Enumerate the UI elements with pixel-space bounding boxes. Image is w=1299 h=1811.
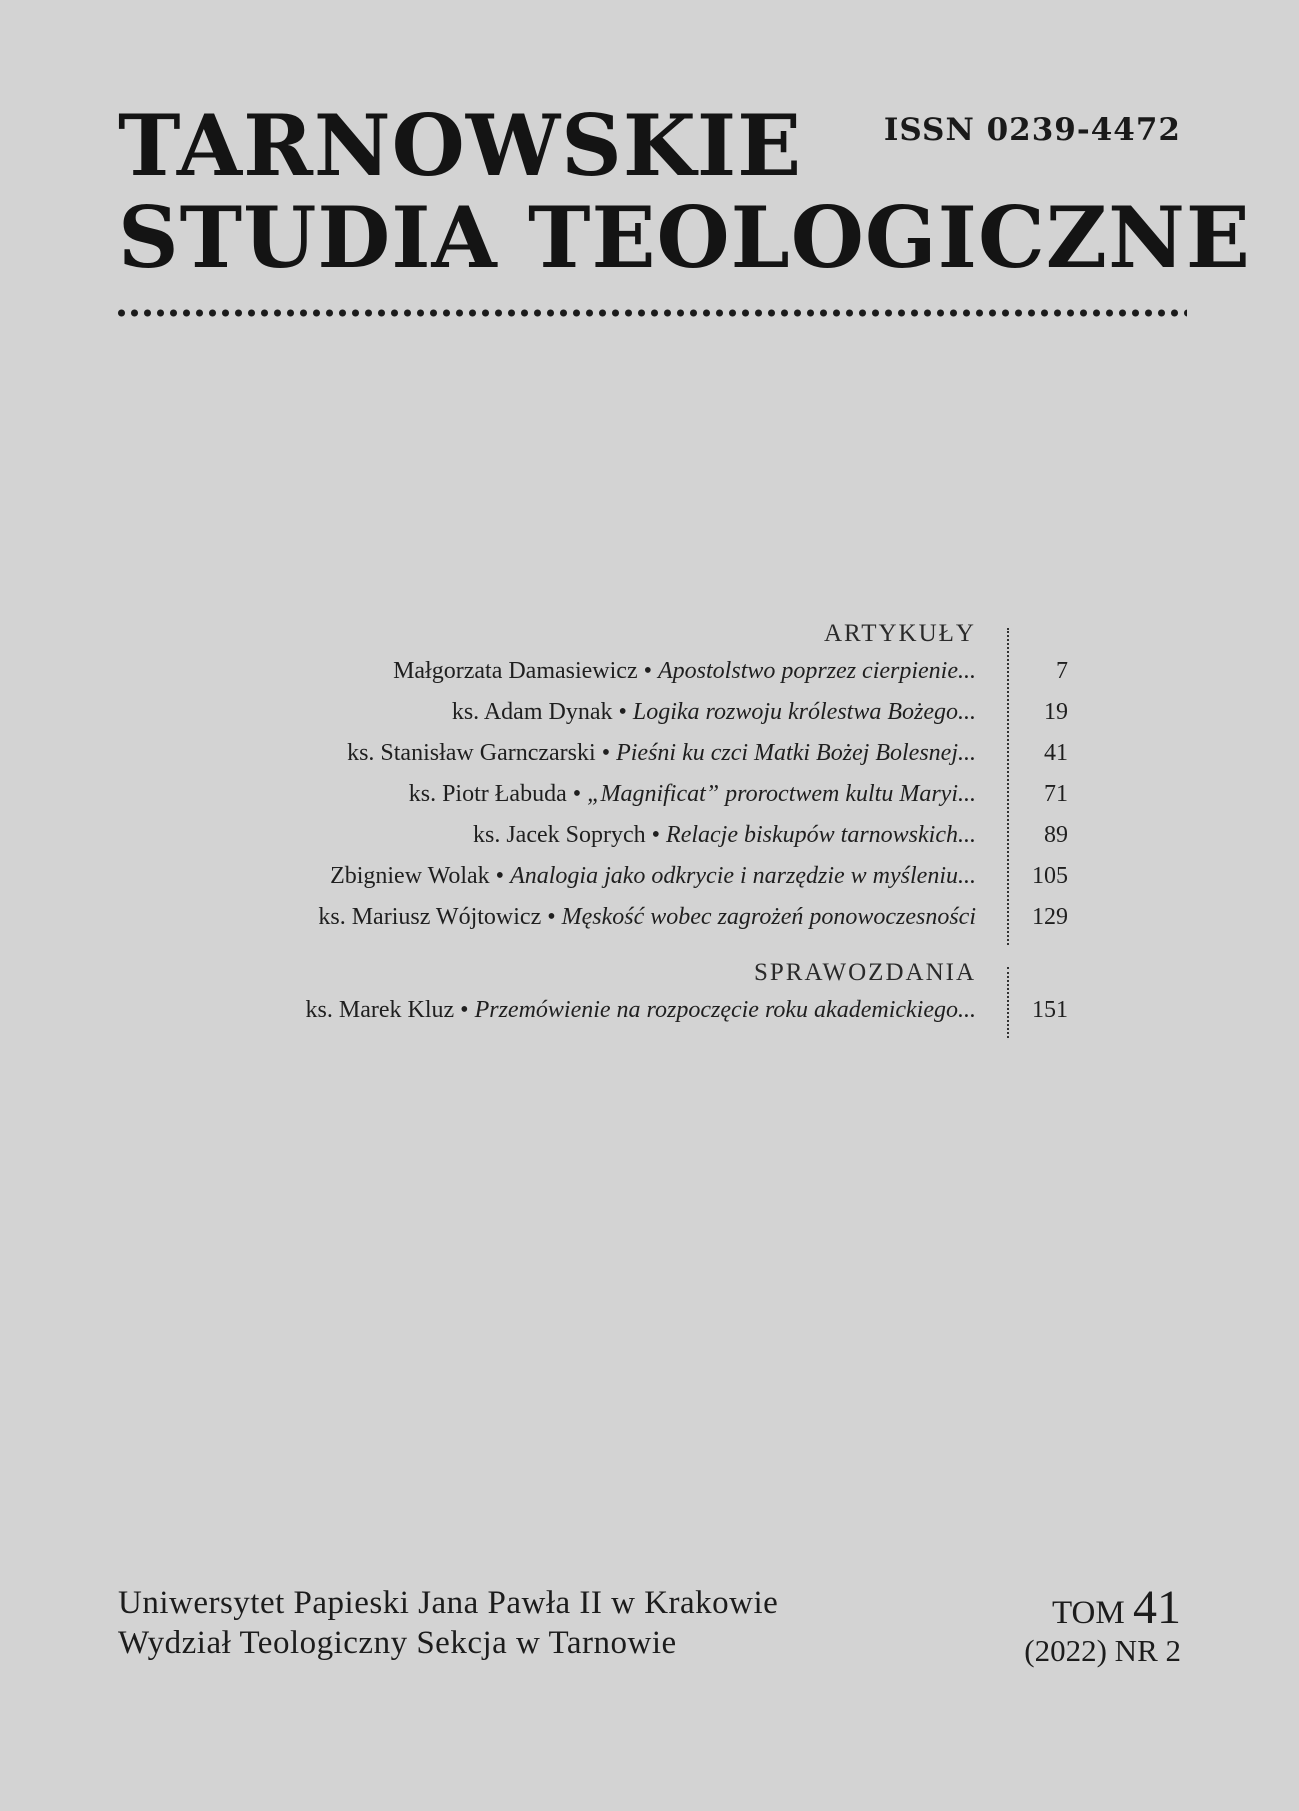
toc-entry-text bbox=[473, 822, 976, 849]
publisher-block bbox=[118, 1583, 778, 1663]
toc-section-heading: ARTYKUŁY bbox=[824, 620, 976, 647]
dotted-divider bbox=[115, 307, 1187, 319]
toc-article-title: Pieśni ku czci Matki Bożej Bolesnej... bbox=[616, 740, 976, 766]
toc-article-title: Logika rozwoju królestwa Bożego... bbox=[632, 699, 976, 725]
toc-dotted-vertical-rule bbox=[1007, 967, 1009, 1038]
bullet-separator: • bbox=[618, 699, 627, 725]
toc-page-number: 71 bbox=[1044, 781, 1068, 807]
toc-entry-text bbox=[318, 904, 976, 931]
toc-author: ks. Adam Dynak bbox=[451, 699, 613, 725]
toc-section-heading: SPRAWOZDANIA bbox=[754, 959, 976, 986]
volume-block bbox=[1024, 1580, 1181, 1669]
toc-article-title: Apostolstwo poprzez cierpienie... bbox=[658, 658, 976, 684]
journal-title-line1: TARNOWSKIE bbox=[118, 96, 803, 195]
year-issue: (2022) NR 2 bbox=[1024, 1633, 1181, 1668]
toc-entry-text bbox=[347, 740, 976, 767]
tom-label: TOM bbox=[1052, 1595, 1125, 1631]
toc-page-number: 151 bbox=[1032, 997, 1068, 1023]
bullet-separator: • bbox=[460, 997, 469, 1023]
journal-title-line2: STUDIA TEOLOGICZNE bbox=[118, 188, 1251, 287]
bullet-separator: • bbox=[495, 863, 505, 889]
toc-author: ks. Mariusz Wójtowicz bbox=[318, 904, 542, 930]
toc-article-title: Przemówienie na rozpoczęcie roku akademickiego... bbox=[474, 997, 976, 1023]
toc-entry-text bbox=[306, 997, 976, 1024]
toc-author: ks. Piotr Łabuda bbox=[408, 781, 567, 807]
toc-article-title: „Magnificat” proroctwem kultu Maryi... bbox=[587, 781, 976, 807]
toc-page-number: 129 bbox=[1032, 904, 1068, 930]
toc-author: ks. Stanisław Garnczarski bbox=[347, 740, 596, 766]
toc-article-title: Relacje biskupów tarnowskich... bbox=[666, 822, 976, 848]
toc-entry-text bbox=[330, 863, 976, 890]
toc-page-number: 7 bbox=[1056, 658, 1068, 684]
toc-article-title: Męskość wobec zagrożeń ponowoczesności bbox=[561, 904, 976, 930]
toc-entry[interactable] bbox=[0, 740, 1299, 781]
toc-page-number: 105 bbox=[1032, 863, 1068, 889]
toc-page-number: 41 bbox=[1044, 740, 1068, 766]
toc-entry[interactable] bbox=[0, 658, 1299, 699]
toc-entry[interactable] bbox=[0, 822, 1299, 863]
toc-author: ks. Jacek Soprych bbox=[473, 822, 646, 848]
bullet-separator: • bbox=[651, 822, 661, 848]
toc-article-title: Analogia jako odkrycie i narzędzie w myśleniu... bbox=[510, 863, 976, 889]
toc-entry[interactable] bbox=[0, 699, 1299, 740]
toc-author: Zbigniew Wolak bbox=[330, 863, 490, 889]
bullet-separator: • bbox=[572, 781, 582, 807]
toc-page-number: 19 bbox=[1044, 699, 1068, 725]
toc-entry-text bbox=[409, 781, 976, 808]
toc-entry-text bbox=[452, 699, 976, 726]
toc-entry[interactable] bbox=[0, 781, 1299, 822]
faculty-name: Wydział Teologiczny Sekcja w Tarnowie bbox=[118, 1625, 677, 1661]
volume-label bbox=[1024, 1580, 1181, 1635]
bullet-separator: • bbox=[547, 904, 556, 930]
tom-number: 41 bbox=[1133, 1581, 1181, 1634]
bullet-separator: • bbox=[643, 658, 653, 684]
toc-dotted-vertical-rule bbox=[1007, 628, 1009, 945]
toc-entry[interactable] bbox=[0, 904, 1299, 945]
toc-entry-text bbox=[393, 658, 976, 685]
toc-author: ks. Marek Kluz bbox=[305, 997, 455, 1023]
toc-entry[interactable] bbox=[0, 997, 1299, 1038]
toc-author: Małgorzata Damasiewicz bbox=[393, 658, 638, 684]
bullet-separator: • bbox=[601, 740, 611, 766]
toc-page-number: 89 bbox=[1044, 822, 1068, 848]
toc-entry[interactable] bbox=[0, 863, 1299, 904]
university-name: Uniwersytet Papieski Jana Pawła II w Krakowie bbox=[118, 1585, 779, 1621]
issn: ISSN 0239-4472 bbox=[883, 112, 1181, 148]
